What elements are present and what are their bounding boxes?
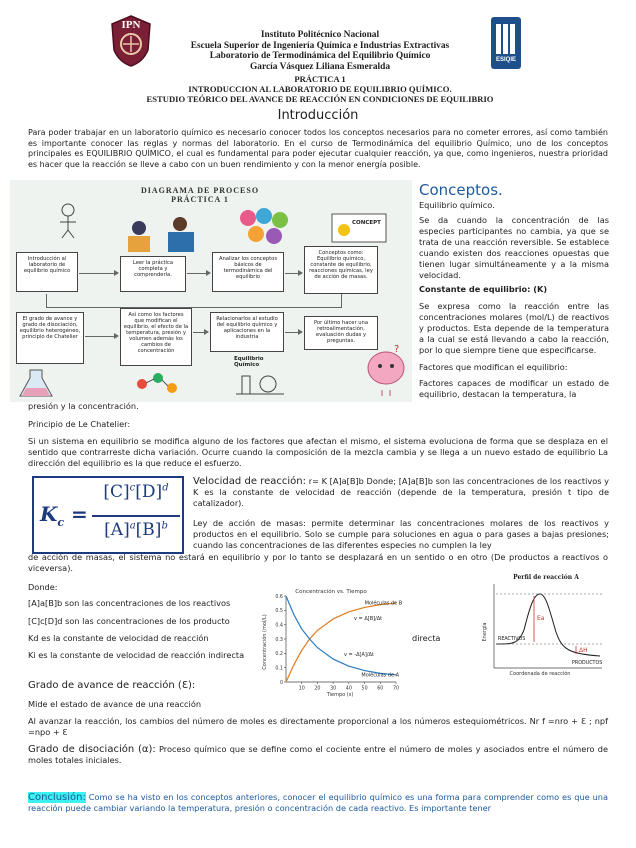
- diagram-box-3: Analizar los conceptos básicos de termodinámica del equilibrio: [212, 252, 284, 292]
- conceptos-p1: Se da cuando la concentración de las especies participantes no cambia, ya que se trata de una reacción reversible. Se establece cuando existen dos reacciones opuestas que tienen lugar simultáneamente y a la misma velocidad.: [419, 215, 609, 280]
- ea-label: Ea: [537, 615, 545, 622]
- diagram-box-5: El grado de avance y grado de disociación, equilibrio heterogéneo, principio de Chatelier: [16, 312, 84, 364]
- y-tick-label: 0.1: [275, 666, 283, 672]
- conceptos-sub-equilibrio: Equilibrio químico.: [419, 200, 495, 210]
- grado-disociacion: [28, 744, 608, 766]
- practice-number: PRÁCTICA 1: [294, 74, 346, 84]
- grado-disociacion-title: Grado de disociación (α):: [28, 744, 156, 755]
- reactivos-label: REACTIVOS: [498, 637, 526, 642]
- connector: [187, 273, 207, 274]
- formula-a: [A]: [104, 520, 130, 540]
- esiqie-logo-text: ESIQIE: [495, 57, 516, 63]
- velocidad-block: [193, 476, 609, 509]
- equilibrium-constant-formula: $K_c$ = $[C]^c[D]^d$ $[A]^a[B]^b$: [32, 476, 184, 554]
- profile-title: Perfil de reacción A: [513, 574, 579, 581]
- scientist-illustration: [48, 200, 88, 240]
- grado-avance-line1: Mide el estado de avance de una reacción: [28, 699, 202, 709]
- sketch-label: Equilibrio Químico: [234, 356, 264, 368]
- x-tick-label: 10: [298, 686, 305, 692]
- diagram-title: [110, 186, 290, 204]
- ipn-logo: [108, 14, 154, 68]
- return-connector: [46, 294, 342, 308]
- intro-paragraph: Para poder trabajar en un laboratorio químico es necesario conocer todos los conceptos necesarios para no cometer errores, así como también es importante conocer las reglas y normas del laboratorio. En el curso de Termodinámica del equilibrio Químico, uno de los conceptos principales es EQUILIBRIO QUÍMICO, el cual es fundamental para poder ejecutar cualquier reacción, ya que, como ingenieros, nuestra prioridad es hacer que la reacción se lleve a cabo con un buen rendimiento y con la menor energía posible.: [28, 128, 608, 169]
- concept-board-illustration: [330, 212, 388, 246]
- connector: [285, 332, 299, 333]
- conceptos-sub-constante: Constante de equilibrio: (K): [419, 284, 548, 294]
- intro-heading: Introducción: [277, 108, 359, 123]
- chart-title: Concentración vs. Tiempo: [295, 589, 367, 595]
- conceptos-p3: Factores capaces de modificar un estado de equilibrio, destacan la temperatura, la: [419, 378, 609, 399]
- x-tick-label: 40: [345, 686, 352, 692]
- dh-label: ΔH: [579, 647, 588, 654]
- connector: [285, 273, 299, 274]
- school-name: Escuela Superior de Ingeniería Química e Industrias Extractivas: [190, 40, 450, 51]
- molecules-illustration: [134, 370, 182, 398]
- brain-character-illustration: [364, 342, 408, 398]
- profile-ylabel: Energía: [482, 622, 488, 642]
- study-title: ESTUDIO TEÓRICO DEL AVANCE DE REACCIÓN EN CONDICIONES DE EQUILIBRIO: [146, 94, 494, 104]
- y-tick-label: 0.6: [275, 594, 283, 600]
- grado-avance-paragraph: Al avanzar la reacción, los cambios del número de moles es directamente proporcional a los números estequiométricos. Nr f =nro + Ɛ ; npf =npo + Ɛ: [28, 716, 608, 737]
- series-line-a: [286, 596, 396, 675]
- arrow-right-icon: [298, 270, 303, 276]
- x-tick-label: 70: [392, 686, 400, 692]
- formula-b: [B]: [135, 520, 162, 540]
- diagram-box-6: Así como los factores que modifican el equilibrio, el efecto de la temperatura, presión y volumen además los cambios de concentración: [120, 308, 192, 366]
- chart-xlabel: Tiempo (s): [326, 692, 354, 698]
- x-tick-label: 20: [314, 686, 321, 692]
- connector: [85, 336, 115, 337]
- arrow-right-icon: [298, 329, 303, 335]
- arrow-right-icon: [114, 333, 119, 339]
- y-tick-label: 0.4: [275, 623, 283, 629]
- diagram-box-2: Leer la práctica completa y comprenderla.: [120, 256, 186, 292]
- conclusion: [28, 792, 608, 814]
- conceptos-heading: Conceptos.: [419, 181, 503, 199]
- grado-avance-title: Grado de avance de reacción (Ɛ):: [28, 680, 196, 691]
- donde-item-1: [A]a[B]b son las concentraciones de los reactivos: [28, 598, 231, 608]
- process-diagram: [10, 180, 412, 402]
- ipn-logo-letters: IPN: [121, 19, 141, 31]
- chatelier-paragraph: Si un sistema en equilibrio se modifica alguno de los factores que afectan el mismo, el sistema evoluciona de forma que se desplaza en el sentido que contrarreste dicha variación. Ocurre cuando la composición de la mezcla cambia y se llega a un nuevo estado de equilibrio La dirección del equilibrio es la que reduce el esfuerzo.: [28, 436, 608, 468]
- arrow-right-icon: [206, 270, 211, 276]
- series-label-a: Moléculas de A: [361, 672, 400, 679]
- y-tick-label: 0: [279, 680, 283, 686]
- x-tick-label: 60: [377, 686, 384, 692]
- donde-item-4: Ki es la constante de velocidad de reacción indirecta: [28, 650, 245, 660]
- brain-balloons-illustration: [236, 206, 292, 254]
- chatelier-title: Principio de Le Chatelier:: [28, 419, 131, 429]
- velocidad-text: r= K [A]a[B]b Donde; [A]a[B]b son las concentraciones de los reactivos y K es la constante de velocidad de reacción (depende de la temperatura, presión t tipo de catalizador).: [193, 476, 610, 508]
- lab-name: Laboratorio de Termodinámica del Equilibrio Químico: [209, 51, 431, 62]
- diagram-box-7: Relacionarlos al estudio del equilibrio químico y aplicaciones en la industria: [210, 312, 284, 352]
- diagram-box-8: Por último hacer una retroalimentación, evaluación dudas y preguntas.: [304, 316, 378, 350]
- institute-name: Instituto Politécnico Nacional: [260, 30, 380, 40]
- formula-k: K: [40, 502, 58, 526]
- practice-title: INTRODUCCION AL LABORATORIO DE EQUILIBRIO QUÍMICO.: [188, 84, 452, 94]
- conceptos-sub-factores: Factores que modifican el equilibrio:: [419, 362, 568, 372]
- series-label-b: Moléculas de B: [364, 600, 402, 607]
- people-illustration: [122, 214, 202, 256]
- y-tick-label: 0.5: [275, 609, 283, 615]
- grado-disociacion-text: Proceso químico que se define como el cociente entre el número de moles y asociados entre el número de moles totales iniciales.: [28, 744, 608, 765]
- diagram-title-line1: DIAGRAMA DE PROCESO: [140, 186, 260, 195]
- rate-b-label: v = Δ[B]/Δt: [354, 616, 383, 622]
- connector: [79, 273, 115, 274]
- conclusion-text: Como se ha visto en los conceptos anteriores, conocer el equilibrio químico es una forma para comprender como es que una reacción puede cambiar variando la temperatura, presión o concentración de cada reactivo. Es importante tener: [28, 792, 608, 813]
- concentration-chart-svg: [260, 586, 402, 698]
- diagram-box-1: Introducción al laboratorio de equilibrio químico: [16, 252, 78, 292]
- donde-item-2: [C]c[D]d son las concentraciones de los producto: [28, 616, 230, 626]
- formula-exp-a: a: [129, 520, 136, 532]
- esiqie-logo: [490, 16, 522, 70]
- formula-exp-b: b: [161, 520, 168, 532]
- conceptos-p3-continued: presión y la concentración.: [28, 401, 139, 411]
- formula-exp-c: c: [129, 482, 136, 494]
- author-name: García Vásquez Liliana Esmeralda: [249, 61, 391, 72]
- reaction-profile-chart: [480, 572, 608, 678]
- productos-label: PRODUCTOS: [572, 661, 603, 666]
- y-tick-label: 0.3: [275, 637, 283, 643]
- series-line-b: [286, 603, 396, 682]
- flask-illustration: [16, 368, 56, 398]
- concentration-chart: [260, 586, 402, 698]
- arrow-right-icon: [204, 329, 209, 335]
- formula-d: [D]: [135, 482, 163, 502]
- ley-accion-masas: Ley de acción de masas: permite determinar las concentraciones molares de los reactivos y productos en el equilibrio. Solo se cumple para soluciones en agua o para gases a bajas presiones; cuando las concentraciones de las diferentes especies no cumplen la ley: [193, 518, 609, 550]
- formula-c: [C]: [103, 482, 130, 502]
- conceptos-p2: Se expresa como la reacción entre las concentraciones molares (mol/L) de reactivos y productos. Esta depende de la temperatura a la cual se está llevando a cabo la reacción, por lo que siempre tiene que especificarse.: [419, 301, 609, 355]
- x-tick-label: 50: [361, 686, 368, 692]
- conclusion-label: Conclusión:: [28, 792, 86, 803]
- lab-sketch-illustration: [232, 356, 288, 398]
- x-tick-label: 30: [330, 686, 337, 692]
- velocidad-label: Velocidad de reacción:: [193, 476, 307, 487]
- arrow-right-icon: [114, 270, 119, 276]
- ley-accion-masas-continued: de acción de masas, el sistema no estará en equilibrio y por lo tanto se desplazará en un sentido o en otro (De productos a reactivos o viceversa).: [28, 552, 608, 573]
- diagram-title-line2: PRÁCTICA 1: [171, 195, 229, 204]
- svg-text:?: ?: [394, 344, 400, 355]
- diagram-box-4: Conceptos como: Equilibrio químico, constante de equilibrio, reacciones químicas, ley de acción de masas.: [304, 246, 378, 294]
- formula-k-subscript: c: [57, 516, 65, 529]
- profile-xlabel: Coordenada de reacción: [509, 671, 571, 677]
- donde-item-3: Kd es la constante de velocidad de reacción: [28, 633, 209, 643]
- concept-bubble-text: CONCEPT: [352, 220, 381, 226]
- donde-title: Donde:: [28, 582, 58, 592]
- formula-exp-d: d: [162, 482, 169, 494]
- rate-a-label: v = -Δ[A]/Δt: [344, 652, 374, 658]
- y-tick-label: 0.2: [275, 652, 283, 658]
- donde-item-3-end: directa: [412, 633, 441, 643]
- chart-ylabel: Concentración (mol/L): [262, 614, 268, 670]
- formula-fraction-line: [92, 515, 180, 517]
